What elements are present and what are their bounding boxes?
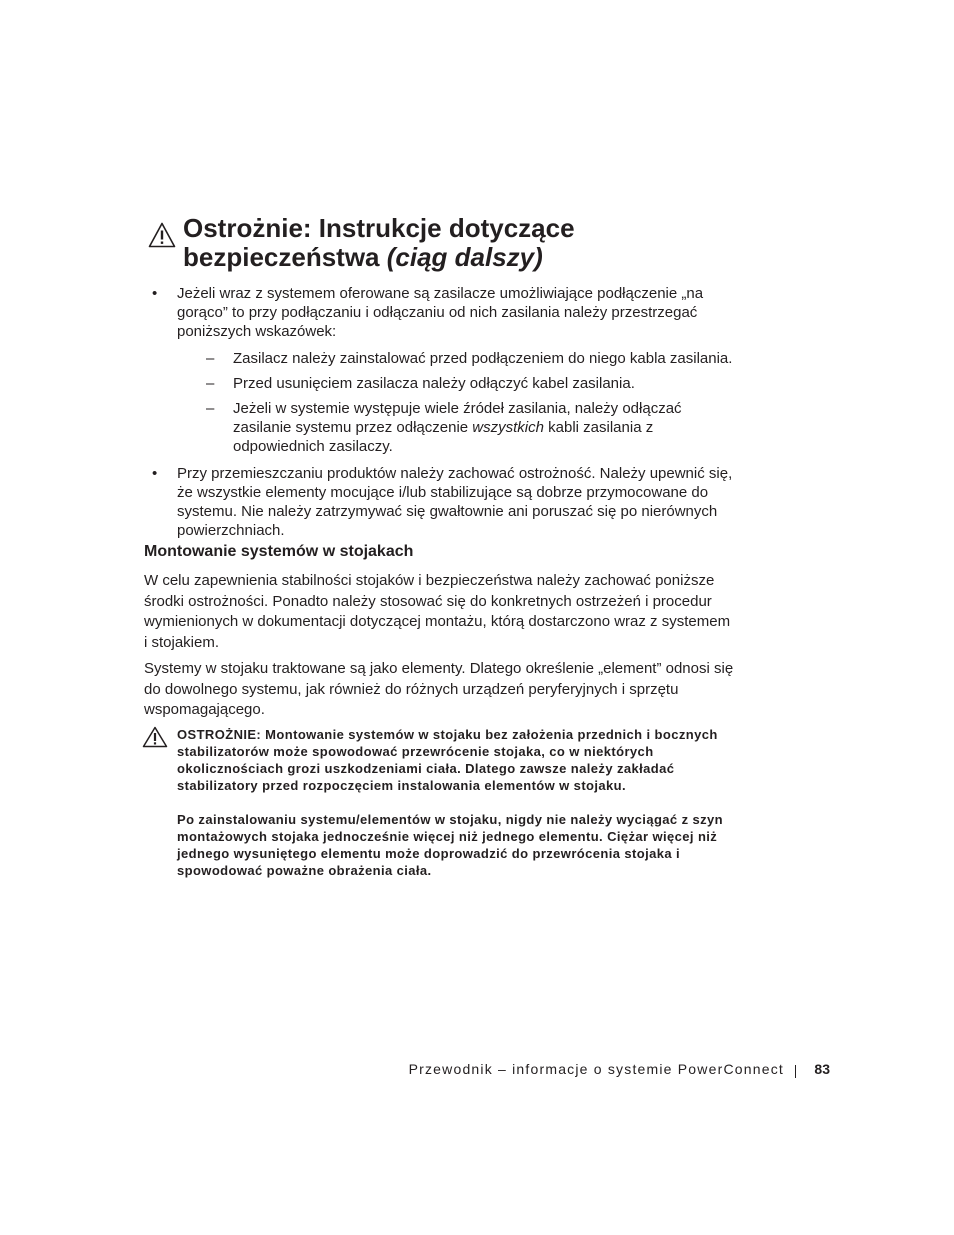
bullet-item xyxy=(148,284,738,456)
title-continued: (ciąg dalszy) xyxy=(386,242,543,272)
page-number: 83 xyxy=(814,1061,830,1077)
bullet-mark: • xyxy=(152,285,158,302)
bullet-text: Jeżeli wraz z systemem oferowane są zasilacze umożliwiające podłączenie „na gorąco” to przy podłączaniu i odłączaniu od nich zasilania należy przestrzegać poniższych wskazówek: xyxy=(177,285,704,340)
title-line-1: Ostrożnie: Instrukcje dotyczące xyxy=(183,213,575,243)
warning-triangle-icon xyxy=(148,222,176,248)
title-line-2 xyxy=(183,243,748,272)
sub-item-text: Przed usunięciem zasilacza należy odłączyć kabel zasilania. xyxy=(233,375,635,392)
sub-item-emphasis: wszystkich xyxy=(472,419,544,436)
sub-item xyxy=(177,349,738,368)
sub-item-text: Jeżeli w systemie występuje wiele źródeł zasilania, należy odłączać zasilanie systemu przez odłączenie xyxy=(233,400,682,436)
dash-mark: – xyxy=(206,400,215,417)
warning-triangle-icon xyxy=(142,726,168,748)
section-heading: Montowanie systemów w stojakach xyxy=(144,543,414,560)
sub-item-text-end: kabli zasilania z odpowiednich zasilaczy. xyxy=(233,419,654,455)
bullet-mark: • xyxy=(152,465,158,482)
bullet-item xyxy=(148,464,738,540)
page-title xyxy=(148,214,748,272)
footer-divider xyxy=(795,1065,796,1078)
safety-bullet-list xyxy=(148,284,738,546)
section-paragraph: W celu zapewnienia stabilności stojaków i bezpieczeństwa należy zachować poniższe środki ostrożności. Ponadto należy stosować się do konkretnych ostrzeżeń i procedur wymienionych w dokumentacji dotyczącej montażu, którą dostarczono wraz z systemem i stojakiem. xyxy=(144,572,731,651)
bullet-text: Przy przemieszczaniu produktów należy zachować ostrożność. Należy upewnić się, że wszystkie elementy mocujące i/lub stabilizujące są dobrze przymocowane do systemu. Nie należy zatrzymywać się gwałtownie ani poruszać się po nierównych powierzchniach. xyxy=(177,465,733,539)
sub-item-text: Zasilacz należy zainstalować przed podłączeniem do niego kabla zasilania. xyxy=(233,350,733,367)
warning-text: OSTROŻNIE: Montowanie systemów w stojaku bez założenia przednich i bocznych stabilizatorów może spowodować przewrócenie stojaka, co w niektórych okolicznościach grozi uszkodzeniami ciała. Dlatego zawsze należy zakładać stabilizatory przed rozpoczęciem instalowania elementów w stojaku. xyxy=(177,727,718,793)
dash-mark: – xyxy=(206,375,215,392)
sub-item xyxy=(177,374,738,393)
footer-title: Przewodnik – informacje o systemie PowerConnect xyxy=(408,1061,784,1077)
rack-warning xyxy=(142,726,732,879)
warning-text: Po zainstalowaniu systemu/elementów w stojaku, nigdy nie należy wyciągać z szyn montażowych stojaka jednocześnie więcej niż jednego elementu. Ciężar więcej niż jednego wysuniętego elementu może doprowadzić do przewrócenia stojaka i spowodować poważne obrażenia ciała. xyxy=(177,812,723,878)
title-line-2-text: bezpieczeństwa xyxy=(183,242,380,272)
page-footer xyxy=(0,1061,830,1081)
section-paragraph: Systemy w stojaku traktowane są jako elementy. Dlatego określenie „element” odnosi się do dowolnego systemu, jak również do różnych urządzeń peryferyjnych i sprzętu wspomagającego. xyxy=(144,660,734,718)
dash-mark: – xyxy=(206,350,215,367)
sub-list xyxy=(177,349,738,456)
sub-item xyxy=(177,399,738,456)
